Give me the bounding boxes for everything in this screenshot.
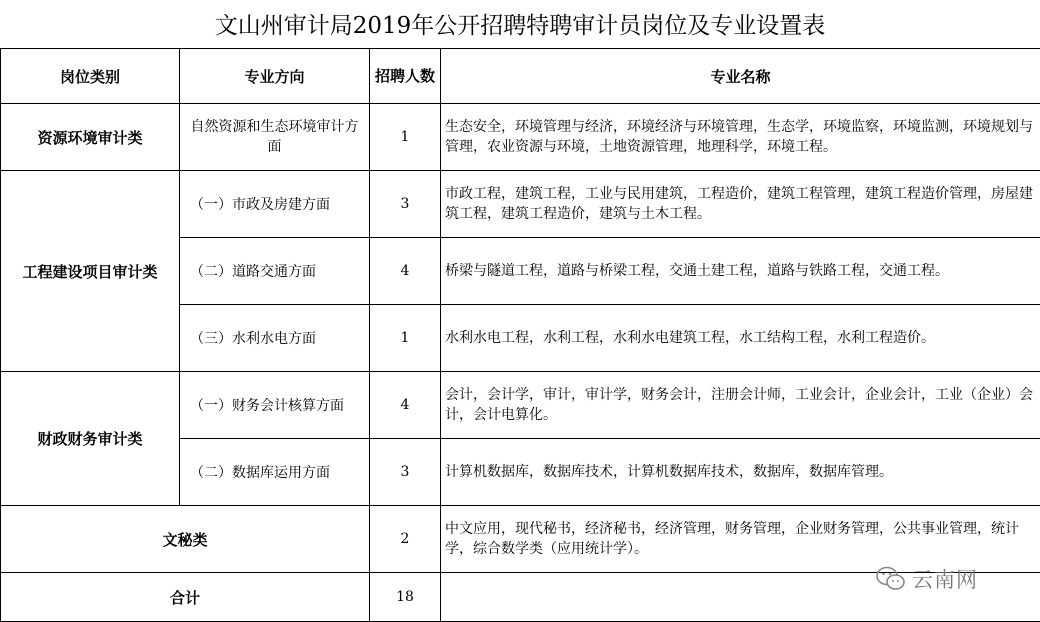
direction-cell: （二）数据库运用方面 (180, 439, 370, 506)
table-row (1, 171, 1040, 238)
header-category: 岗位类别 (1, 49, 180, 104)
header-majors: 专业名称 (441, 49, 1040, 104)
count-cell: 3 (370, 171, 441, 238)
category-cell: 财政财务审计类 (1, 372, 180, 506)
category-cell: 文秘类 (1, 506, 370, 573)
count-cell: 1 (370, 305, 441, 372)
count-cell: 4 (370, 372, 441, 439)
header-count: 招聘人数 (370, 49, 441, 104)
direction-cell: （二）道路交通方面 (180, 238, 370, 305)
majors-cell: 计算机数据库，数据库技术，计算机数据库技术，数据库，数据库管理。 (441, 439, 1040, 506)
category-cell: 工程建设项目审计类 (1, 171, 180, 372)
position-table (0, 48, 1040, 622)
majors-cell: 中文应用，现代秘书，经济秘书，经济管理，财务管理，企业财务管理，公共事业管理，统计学，综合数学类（应用统计学）。 (441, 506, 1040, 573)
majors-cell: 生态安全，环境管理与经济，环境经济与环境管理，生态学，环境监察，环境监测，环境规划与管理，农业资源与环境，土地资源管理，地理科学，环境工程。 (441, 104, 1040, 171)
majors-cell: 市政工程，建筑工程，工业与民用建筑，工程造价，建筑工程管理，建筑工程造价管理，房屋建筑工程，建筑工程造价，建筑与土木工程。 (441, 171, 1040, 238)
direction-cell: （一）市政及房建方面 (180, 171, 370, 238)
category-cell: 资源环境审计类 (1, 104, 180, 171)
count-cell: 4 (370, 238, 441, 305)
table-row (1, 372, 1040, 439)
majors-cell: 桥梁与隧道工程，道路与桥梁工程，交通土建工程，道路与铁路工程，交通工程。 (441, 238, 1040, 305)
header-direction: 专业方向 (180, 49, 370, 104)
watermark-text: 云南网 (912, 568, 978, 592)
table-row (1, 104, 1040, 171)
table-row (1, 506, 1040, 573)
direction-cell: （三）水利水电方面 (180, 305, 370, 372)
count-cell: 2 (370, 506, 441, 573)
wechat-icon (876, 566, 906, 592)
direction-cell: （一）财务会计核算方面 (180, 372, 370, 439)
count-cell: 1 (370, 104, 441, 171)
majors-cell: 水利水电工程，水利工程，水利水电建筑工程，水工结构工程，水利工程造价。 (441, 305, 1040, 372)
header-row (1, 49, 1040, 104)
table-title: 文山州审计局2019年公开招聘特聘审计员岗位及专业设置表 (214, 13, 826, 39)
direction-cell: 自然资源和生态环境审计方面 (180, 104, 370, 171)
watermark (876, 565, 1036, 593)
count-cell: 3 (370, 439, 441, 506)
total-label: 合计 (1, 573, 370, 622)
total-count: 18 (370, 573, 441, 622)
majors-cell: 会计，会计学，审计，审计学，财务会计，注册会计师，工业会计，企业会计，工业（企业）会计，会计电算化。 (441, 372, 1040, 439)
